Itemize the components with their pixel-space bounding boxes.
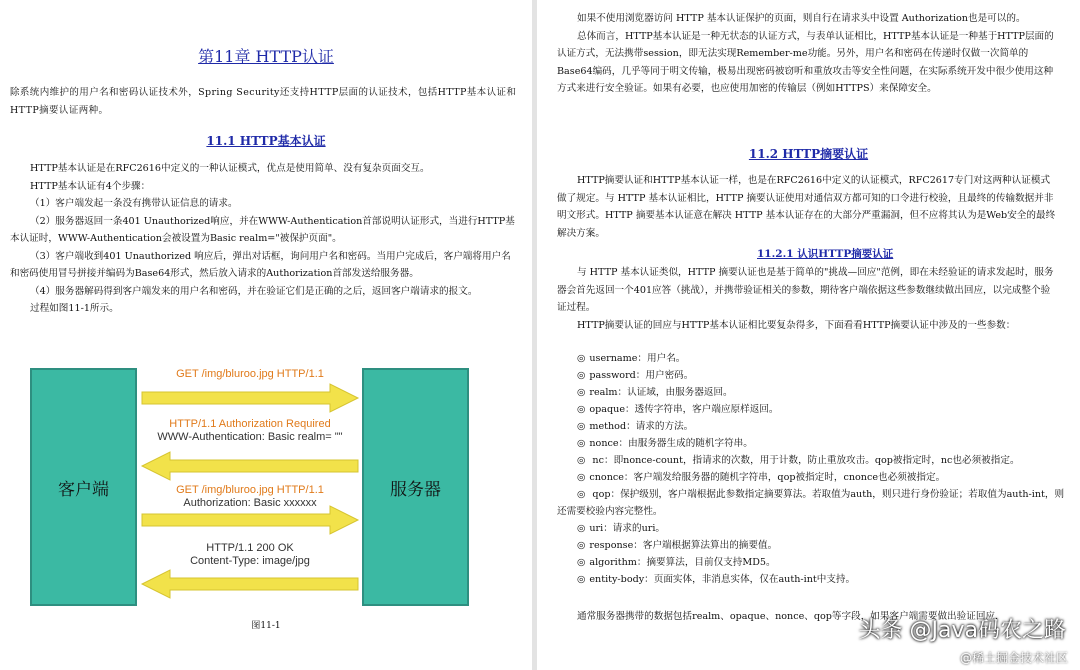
watermark-main: 头条 @Java码农之路 xyxy=(858,618,1066,643)
list-item: ◎ qop：保护级别，客户端根据此参数指定摘要算法。若取值为auth，则只进行身份验证；若取值为auth-int，则还需要校验内容完整性。 xyxy=(557,489,1065,517)
bullet-icon: ◎ xyxy=(577,489,586,500)
server-label: 服务器 xyxy=(390,479,441,500)
section-title-11-1: 11.1 HTTP基本认证 xyxy=(206,134,326,148)
paragraph: HTTP基本认证是在RFC2616中定义的一种认证模式，优点是使用简单、没有复杂页面交互。 xyxy=(30,163,430,174)
list-item: ◎ entity-body：页面实体，非消息实体，仅在auth-int中支持。 xyxy=(577,574,856,585)
response-1-line1: HTTP/1.1 Authorization Required xyxy=(169,418,331,430)
arrow-request-2 xyxy=(142,506,358,534)
paragraph: HTTP基本认证有4个步骤： xyxy=(30,180,151,192)
arrow-request-1 xyxy=(142,384,358,412)
bullet-icon: ◎ xyxy=(577,387,586,398)
subsection-title: 11.2.1 认识HTTP摘要认证 xyxy=(757,248,894,260)
chapter-intro: 除系统内维护的用户名和密码认证技术外，Spring Security还支持HTTP层面的认证技术，包括HTTP基本认证和HTTP摘要认证两种。 xyxy=(10,87,517,116)
bullet-icon: ◎ xyxy=(577,421,586,432)
chapter-title: 第11章 HTTP认证 xyxy=(198,47,334,66)
bullet-icon: ◎ xyxy=(577,472,586,483)
paragraph: HTTP摘要认证和HTTP基本认证一样，也是在RFC2616中定义的认证模式，RFC2617专门对这两种认证模式做了规定。与 HTTP 基本认证相比，HTTP 摘要认证使用对通信双方都可知的口令进行校验，且最终的传输数据并非明文形式。HTTP 摘要基本认证意在解决 HTTP 基本认证存在的大部分严重漏洞，但不应将其认为是Web安全的最终解决方案。 xyxy=(557,175,1056,239)
paragraph: （3）客户端收到401 Unauthorized 响应后，弹出对话框，询问用户名和密码。当用户完成后，客户端将用户名和密码使用冒号拼接并编码为Base64形式，然后放入请求的Authorization首部发送给服务器。 xyxy=(10,250,511,279)
paragraph: 如果不使用浏览器访问 HTTP 基本认证保护的页面，则自行在请求头中设置 Authorization也是可以的。 xyxy=(577,13,1026,24)
response-2-line1: HTTP/1.1 200 OK xyxy=(206,542,294,554)
paragraph: （2）服务器返回一条401 Unauthorized响应，并在WWW-Authentication首部说明认证形式，当进行HTTP基本认证时，WWW-Authentication会被设置为Basic realm="被保护页面"。 xyxy=(10,215,515,244)
list-item: ◎ algorithm：摘要算法，目前仅支持MD5。 xyxy=(577,557,776,568)
figure-caption: 图11-1 xyxy=(251,621,281,631)
right-top-body xyxy=(557,10,1057,98)
list-item: ◎ method：请求的方法。 xyxy=(577,421,694,432)
list-item: ◎ nonce：由服务器生成的随机字符串。 xyxy=(577,438,753,449)
list-item: ◎ uri：请求的uri。 xyxy=(577,523,666,534)
subsection-body xyxy=(557,264,1057,334)
list-item: ◎ cnonce：客户端发给服务器的随机字符串，qop被指定时，cnonce也必须被指定。 xyxy=(577,472,946,483)
request-2-line2: Authorization: Basic xxxxxx xyxy=(183,497,317,509)
paragraph: （1）客户端发起一条没有携带认证信息的请求。 xyxy=(30,198,238,209)
paragraph: 与 HTTP 基本认证类似，HTTP 摘要认证也是基于简单的"挑战—回应"范例，即在未经验证的请求发起时，服务器会首先返回一个401应答（挑战），并携带验证相关的参数，期待客户端依据这些参数继续做出回应，以完成整个验证过程。 xyxy=(557,267,1054,313)
bullet-icon: ◎ xyxy=(577,353,586,364)
param-list xyxy=(557,350,1067,588)
section-11-2-body xyxy=(557,172,1057,242)
request-2-line1: GET /img/bluroo.jpg HTTP/1.1 xyxy=(176,484,324,496)
response-2-line2: Content-Type: image/jpg xyxy=(190,555,310,567)
bullet-icon: ◎ xyxy=(577,455,586,466)
arrow-response-1 xyxy=(142,452,358,480)
bullet-icon: ◎ xyxy=(577,370,586,381)
right-page xyxy=(537,0,1080,670)
bullet-icon: ◎ xyxy=(577,557,586,568)
figure-11-1 xyxy=(30,364,490,609)
paragraph: 总体而言，HTTP基本认证是一种无状态的认证方式，与表单认证相比，HTTP基本认证是一种基于HTTP层面的认证方式，无法携带session，即无法实现Remember-me功能。另外，用户名和密码在传递时仅做一次简单的Base64编码，几乎等同于明文传输，极易出现密码被窃听和重放攻击等安全性问题，在实际系统开发中很少使用这种方式来进行安全验证。如果有必要，也应使用加密的传输层（例如HTTPS）来保障安全。 xyxy=(557,30,1054,94)
paragraph: HTTP摘要认证的回应与HTTP基本认证相比要复杂得多，下面看看HTTP摘要认证中涉及的一些参数： xyxy=(577,319,1016,331)
bullet-icon: ◎ xyxy=(577,438,586,449)
paragraph: 通常服务器携带的数据包括realm、opaque、nonce、qop等字段，如果客户端需要做出验证回应， xyxy=(577,611,1005,622)
section-title-11-2: 11.2 HTTP摘要认证 xyxy=(748,147,869,161)
bullet-icon: ◎ xyxy=(577,404,586,415)
list-item: ◎ nc：即nonce-count，指请求的次数，用于计数，防止重放攻击。qop被指定时，nc也必须被指定。 xyxy=(577,455,1020,466)
list-item: ◎ opaque：透传字符串，客户端应原样返回。 xyxy=(577,404,779,415)
watermark-sub: @稀土掘金技术社区 xyxy=(959,651,1068,665)
client-label: 客户端 xyxy=(58,479,109,500)
list-item: ◎ password：用户密码。 xyxy=(577,370,694,381)
request-1-label: GET /img/bluroo.jpg HTTP/1.1 xyxy=(176,368,324,380)
paragraph: （4）服务器解码得到客户端发来的用户名和密码，并在验证它们是正确的之后，返回客户端请求的报文。 xyxy=(30,285,478,297)
list-item: ◎ response：客户端根据算法算出的摘要值。 xyxy=(577,540,778,551)
arrow-response-2 xyxy=(142,570,358,598)
section-11-1-body xyxy=(10,160,520,318)
bullet-icon: ◎ xyxy=(577,574,586,585)
response-1-line2: WWW-Authentication: Basic realm= "" xyxy=(157,431,343,443)
list-item: ◎ realm：认证域，由服务器返回。 xyxy=(577,387,733,398)
left-page xyxy=(0,0,532,670)
list-item: ◎ username：用户名。 xyxy=(577,353,686,364)
paragraph: 过程如图11-1所示。 xyxy=(30,303,119,314)
bullet-icon: ◎ xyxy=(577,540,586,551)
bullet-icon: ◎ xyxy=(577,523,586,534)
